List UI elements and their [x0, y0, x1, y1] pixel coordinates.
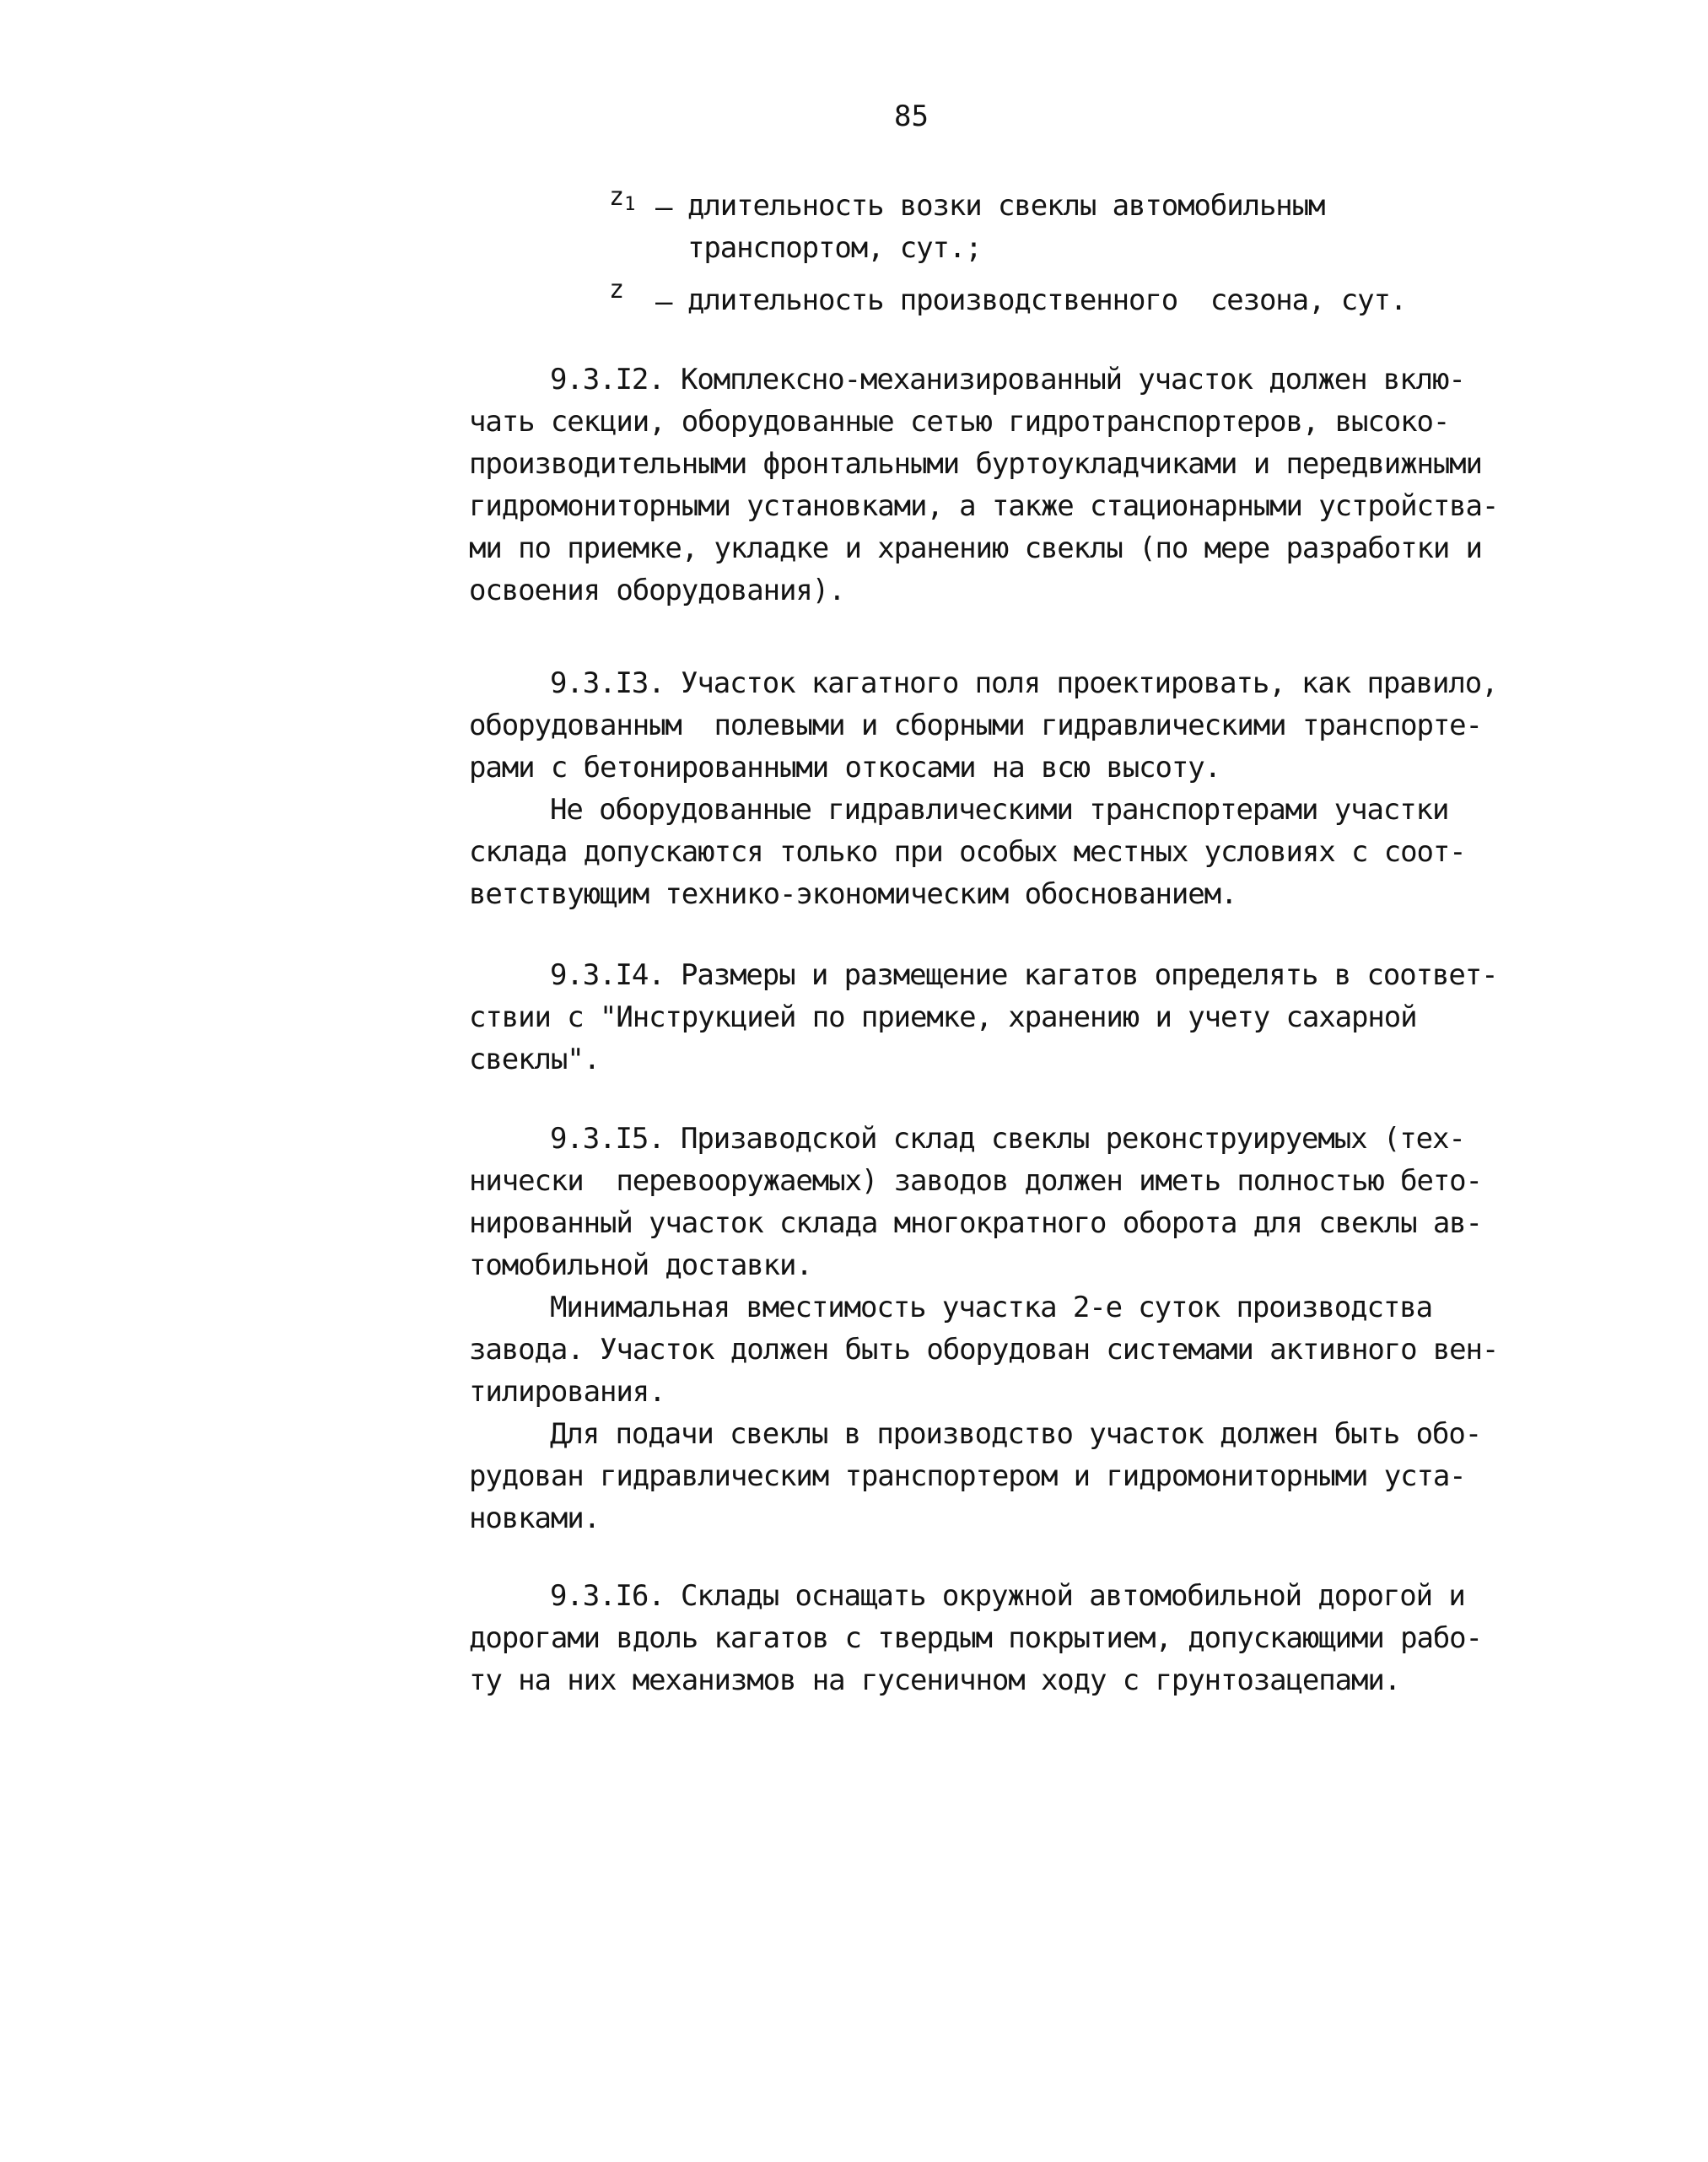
paragraph-line: завода. Участок должен быть оборудован системами активного вен- — [469, 1333, 1499, 1367]
paragraph-line: нированный участок склада многократного оборота для свеклы ав- — [469, 1206, 1482, 1240]
paragraph-line: склада допускаются только при особых местных условиях с соот- — [469, 835, 1466, 869]
paragraph-line: 9.3.I5. Призаводской склад свеклы реконструируемых (тех- — [550, 1122, 1465, 1156]
definition-line: длительность производственного сезона, сут. — [687, 283, 1407, 317]
paragraph-line: дорогами вдоль кагатов с твердым покрытием, допускающими рабо- — [469, 1621, 1482, 1655]
definition-dash: – — [655, 191, 673, 224]
paragraph-line: рудован гидравлическим транспортером и гидромониторными уста- — [469, 1459, 1466, 1493]
paragraph-line: ми по приемке, укладке и хранению свеклы (по мере разработки и — [469, 531, 1482, 565]
paragraph-line: освоения оборудования). — [469, 574, 845, 607]
paragraph-line: томобильной доставки. — [469, 1248, 812, 1282]
paragraph-line: оборудованным полевыми и сборными гидравлическими транспорте- — [469, 709, 1482, 742]
paragraph-line: свеклы". — [469, 1043, 600, 1076]
paragraph-line: ветствующим технико-экономическим обоснованием. — [469, 877, 1237, 911]
paragraph-line: Не оборудованные гидравлическими транспортерами участки — [550, 793, 1449, 827]
paragraph-line: ствии с "Инструкцией по приемке, хранению и учету сахарной — [469, 1000, 1417, 1034]
symbol: $z_1$ — [609, 182, 636, 215]
symbol-subscript: 1 — [624, 194, 636, 215]
paragraph-line: 9.3.I4. Размеры и размещение кагатов определять в соответ- — [550, 958, 1498, 992]
paragraph-line: рами с бетонированными откосами на всю высоту. — [469, 751, 1221, 784]
paragraph-line: Для подачи свеклы в производство участок должен быть обо- — [550, 1417, 1482, 1451]
paragraph-line: Минимальная вместимость участка 2-е суток производства — [550, 1291, 1432, 1324]
paragraph-line: чать секции, оборудованные сетью гидротранспортеров, высоко- — [469, 405, 1450, 439]
definition-line: длительность возки свеклы автомобильным — [687, 189, 1325, 223]
symbol: z — [609, 275, 625, 305]
definition-line: транспортом, сут.; — [687, 231, 982, 265]
paragraph-line: гидромониторными установками, а также стационарными устройства- — [469, 489, 1499, 523]
paragraph-line: нически перевооружаемых) заводов должен иметь полностью бето- — [469, 1164, 1482, 1198]
paragraph-line: тилирования. — [469, 1375, 665, 1409]
paragraph-line: производительными фронтальными буртоукладчиками и передвижными — [469, 447, 1482, 481]
definition-dash: – — [655, 285, 673, 319]
paragraph-line: 9.3.I6. Склады оснащать окружной автомобильной дорогой и — [550, 1579, 1465, 1613]
paragraph-line: 9.3.I2. Комплексно-механизированный участок должен вклю- — [550, 363, 1465, 396]
paragraph-line: новками. — [469, 1502, 600, 1535]
paragraph-line: ту на них механизмов на гусеничном ходу с грунтозацепами. — [469, 1663, 1401, 1697]
paragraph-line: 9.3.I3. Участок кагатного поля проектировать, как правило, — [550, 666, 1498, 700]
page-number: 85 — [894, 100, 929, 133]
